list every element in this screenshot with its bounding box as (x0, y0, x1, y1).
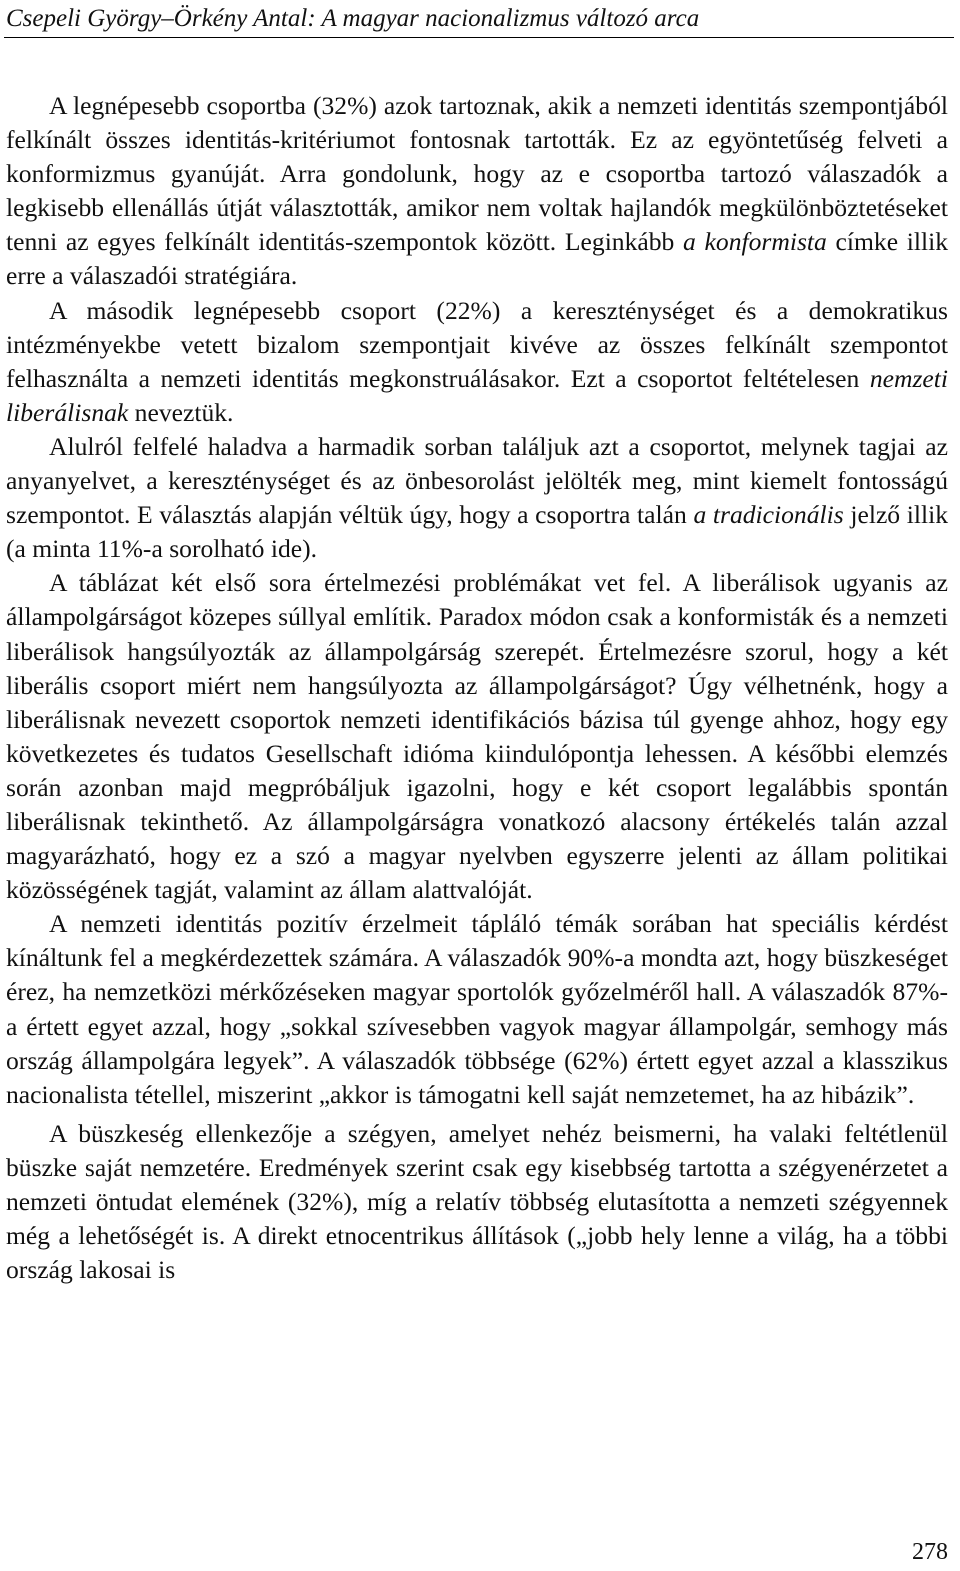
body-text (6, 89, 948, 1287)
text-run: jelző illik (a minta 11%-a sorolható ide). (6, 500, 949, 564)
text-run: A táblázat két első sora értelmezési problémákat vet fel. A liberálisok ugyanis az állampolgárságot közepes súllyal említik. Paradox módon csak a konformisták és a nemzeti liberálisok hangsúlyozták az állampolgárság szerepét. Értelmezésre szorul, hogy a két liberális csoport miért nem hangsúlyozta az állampolgárságot? Úgy vélhetnénk, hogy a liberálisnak nevezett csoportok nemzeti identifikációs bázisa túl gyenge ahhoz, hogy egy következetes és tudatos Gesellschaft idióma kiindulópontja lehessen. A későbbi elemzés során azonban majd megpróbáljuk igazolni, hogy e két csoport legalábbis spontán liberálisnak tekinthető. Az állampolgárságra vonatkozó alacsony értékelés talán azzal magyarázható, hogy ez a szó a magyar nyelvben egyszerre jelenti az állam politikai közösségének tagját, valamint az állam alattvalóját. (6, 568, 948, 905)
text-run: A legnépesebb csoportba (32%) azok tartoznak, akik a nemzeti identitás szempontjából felkínált összes identitás-kritériumot fontosnak tartották. Ez az egyöntetűség felveti a konformizmus gyanúját. Arra gondolunk, hogy az e csoportba tartozó válaszadók a legkisebb ellenállás útját választották, amikor nem voltak hajlandók megkülönböztetéseket tenni az egyes felkínált identitás-szempontok között. Leginkább (6, 91, 948, 257)
text-run: A második legnépesebb csoport (22%) a kereszténységet és a demokratikus intézményekbe vetett bizalom szempontjait kivéve az összes felkínált szempontot felhasználta a nemzeti identitás megkonstruálásakor. Ezt a csoportot feltételesen (6, 295, 948, 393)
paragraph (6, 430, 948, 566)
text-run: címke illik erre a válaszadói stratégiára. (6, 227, 948, 291)
text-run: A büszkeség ellenkezője a szégyen, amelyet nehéz beismerni, ha valaki feltétlenül büszke saját nemzetére. Eredmények szerint csak egy kisebbség tartotta a szégyenérzetet a nemzeti öntudat elemének (32%), míg a relatív többség elutasította a nemzeti szégyennek még a lehetőségét is. A direkt etnocentrikus állítások („jobb hely lenne a világ, ha a többi ország lakosai is (6, 1118, 948, 1285)
paragraph (6, 1117, 948, 1287)
italic-term: a konformista (683, 227, 827, 257)
paragraph (6, 907, 948, 1112)
paragraph (6, 294, 948, 430)
header-divider (4, 37, 954, 38)
text-run: A nemzeti identitás pozitív érzelmeit tápláló témák sorában hat speciális kérdést kínáltunk fel a megkérdezettek számára. A válaszadók 90%-a mondta azt, hogy büszkeséget érez, ha nemzetközi mérkőzéseken magyar sportolók győzelméről hall. A válaszadók 87%-a értett egyet azzal, hogy „sokkal szívesebben vagyok magyar állampolgár, semhogy más ország állampolgára legyek”. A válaszadók többsége (62%) értett egyet azzal a klasszikus nacionalista tétellel, miszerint „akkor is támogatni kell saját nemzetemet, ha az hibázik”. (6, 909, 948, 1109)
paragraph (6, 89, 948, 294)
page-number: 278 (912, 1539, 948, 1565)
italic-term: a tradicionális (693, 500, 844, 530)
text-run: Alulról felfelé haladva a harmadik sorban találjuk azt a csoportot, melynek tagjai az anyanyelvet, a kereszténységet és az önbesorolást jelölték meg, mint kiemelt fontosságú szempontot. E választás alapján véltük úgy, hogy a csoportra talán (6, 431, 948, 530)
text-run: neveztük. (128, 397, 234, 427)
paragraph (6, 566, 948, 907)
italic-term: nemzeti liberálisnak (6, 363, 948, 427)
running-header: Csepeli György–Örkény Antal: A magyar nacionalizmus változó arca (6, 5, 700, 32)
